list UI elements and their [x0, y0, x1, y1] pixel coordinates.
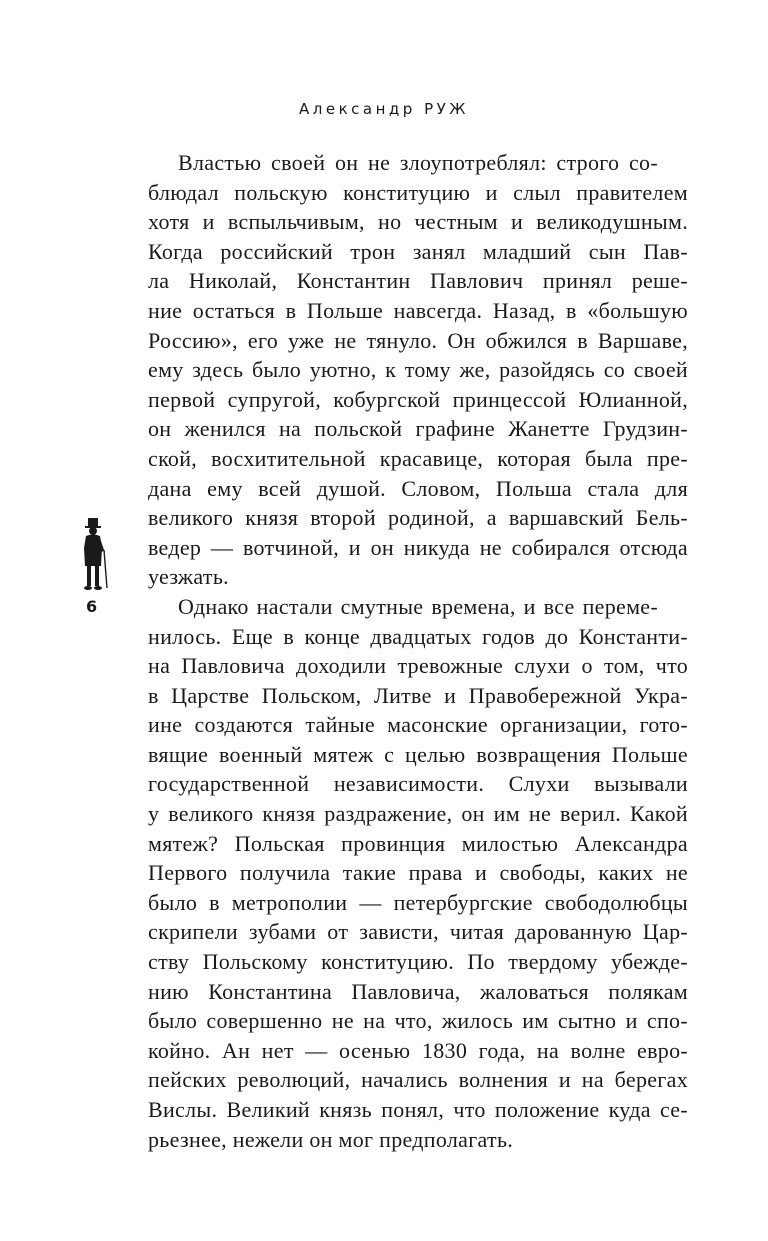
text-line: первой супругой, кобургской принцессой Юлианной, [148, 386, 688, 412]
text-line: Когда российский трон занял младший сын Пав- [148, 238, 688, 264]
text-line: ла Николай, Константин Павлович принял реше- [148, 268, 688, 294]
text-line: Россию», его уже не тянуло. Он обжился в Варшаве, [148, 327, 688, 353]
text-line: ведер — вотчиной, и он никуда не собирался отсюда [148, 534, 688, 560]
text-line: на Павловича доходили тревожные слухи о том, что [148, 653, 688, 679]
page-number: 6 [86, 597, 98, 616]
text-line: нилось. Еще в конце двадцатых годов до Константи- [148, 623, 688, 649]
body-text [148, 148, 688, 1154]
text-line: было в метрополии — петербургские свободолюбцы [148, 889, 688, 915]
text-line: Вислы. Великий князь понял, что положение куда се- [148, 1097, 688, 1122]
text-line: ской, восхитительной красавице, которая была пре- [148, 445, 688, 471]
text-line: в Царстве Польском, Литве и Правобережной Укра- [148, 682, 688, 708]
text-line: Первого получила такие права и свободы, каких не [148, 860, 688, 886]
text-line: мятеж? Польская провинция милостью Александра [148, 830, 688, 856]
text-line: у великого князя раздражение, он им не верил. Какой [148, 801, 688, 827]
text-line: Властью своей он не злоупотреблял: строго со- [178, 150, 658, 175]
text-line: вящие военный мятеж с целью возвращения Польше [148, 741, 688, 767]
text-line: Однако настали смутные времена, и все переме- [178, 593, 658, 619]
gentleman-silhouette-icon [74, 518, 114, 592]
text-line: было совершенно не на что, жилось им сытно и спо- [148, 1008, 688, 1034]
text-line: дана ему всей душой. Словом, Польша стала для [148, 475, 688, 501]
text-line: ству Польскому конституцию. По твердому убежде- [148, 949, 688, 975]
text-line: ние остаться в Польше навсегда. Назад, в «большую [148, 297, 688, 323]
text-line: блюдал польскую конституцию и слыл правителем [148, 179, 688, 205]
text-line: он женился на польской графине Жанетте Грудзин- [148, 416, 688, 442]
text-line: койно. Ан нет — осенью 1830 года, на волне евро- [148, 1037, 688, 1063]
text-line: уезжать. [148, 564, 229, 590]
paragraph-2 [148, 592, 688, 1154]
text-line: нию Константина Павловича, жаловаться полякам [148, 978, 688, 1004]
paragraph-1 [148, 148, 688, 592]
text-line: пейских революций, начались волнения и на берегах [148, 1067, 688, 1093]
text-line: хотя и вспыльчивым, но честным и великодушным. [148, 209, 688, 235]
text-line: государственной независимости. Слухи вызывали [148, 771, 688, 797]
text-line: рьезнее, нежели он мог предполагать. [148, 1126, 514, 1152]
text-line: ине создаются тайные масонские организации, гото- [148, 712, 688, 738]
text-line: ему здесь было уютно, к тому же, разойдясь со своей [148, 357, 688, 383]
text-line: скрипели зубами от зависти, читая дарованную Цар- [148, 919, 688, 945]
text-line: великого князя второй родиной, а варшавский Бель- [148, 505, 688, 531]
running-head: Александр РУЖ [299, 100, 469, 118]
